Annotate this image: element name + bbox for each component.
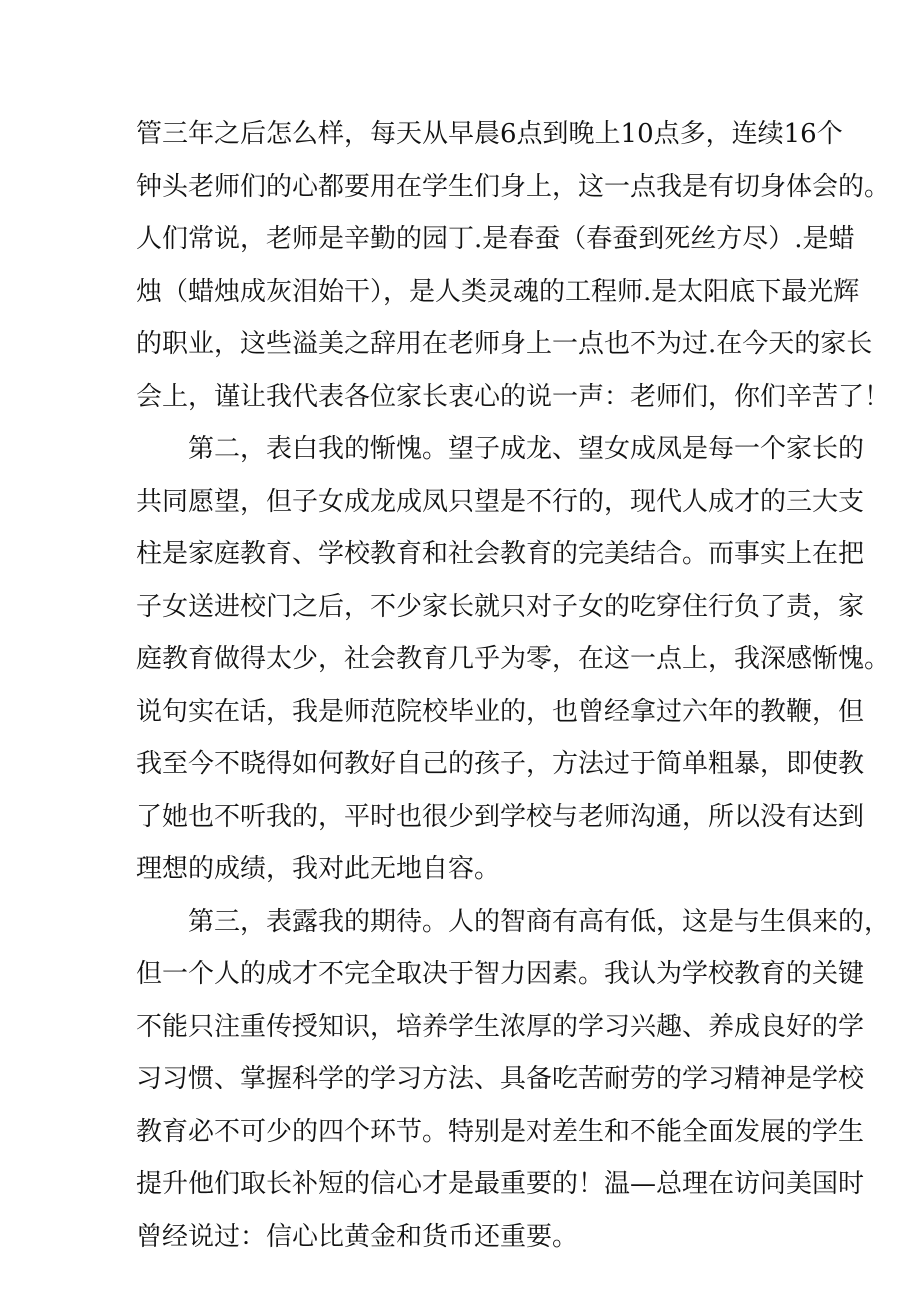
text-line: 庭教育做得太少，社会教育几乎为零，在这一点上，我深感惭愧。 bbox=[136, 644, 891, 674]
text-line: 理想的成绩，我对此无地自容。 bbox=[136, 854, 501, 884]
paragraph-start-line: 第二，表白我的惭愧。望子成龙、望女成凤是每一个家长的 bbox=[188, 434, 865, 464]
text-line: 子女送进校门之后，不少家长就只对子女的吃穿住行负了责，家 bbox=[136, 591, 865, 622]
text-line: 了她也不听我的，平时也很少到学校与老师沟通，所以没有达到 bbox=[136, 801, 865, 832]
text-line: 人们常说，老师是辛勤的园丁.是春蚕（春蚕到死丝方尽）.是蜡 bbox=[136, 224, 855, 254]
text-line: 说句实在话，我是师范院校毕业的，也曾经拿过六年的教鞭，但 bbox=[136, 696, 865, 727]
text-line: 教育必不可少的四个环节。特别是对差生和不能全面发展的学生 bbox=[136, 1116, 865, 1147]
text-line: 会上，谨让我代表各位家长衷心的说一声：老师们，你们辛苦了！ bbox=[136, 381, 891, 412]
document-body bbox=[136, 108, 891, 1263]
text-line: 柱是家庭教育、学校教育和社会教育的完美结合。而事实上在把 bbox=[136, 539, 865, 569]
text-line: 的职业，这些溢美之辞用在老师身上一点也不为过.在今天的家长 bbox=[136, 329, 873, 359]
text-line: 我至今不晓得如何教好自己的孩子，方法过于简单粗暴，即使教 bbox=[136, 749, 865, 779]
text-line: 管三年之后怎么样，每天从早晨6点到晚上10点多，连续16个 bbox=[136, 119, 843, 149]
text-line: 共同愿望，但子女成龙成凤只望是不行的，现代人成才的三大支 bbox=[136, 486, 865, 517]
paragraph-start-line: 第三，表露我的期待。人的智商有高有低，这是与生俱来的， bbox=[188, 906, 891, 937]
text-line: 钟头老师们的心都要用在学生们身上，这一点我是有切身体会的。 bbox=[136, 171, 891, 202]
text-line: 曾经说过：信心比黄金和货币还重要。 bbox=[136, 1221, 579, 1252]
text-line: 提升他们取长补短的信心才是最重要的！温—总理在访问美国时 bbox=[136, 1169, 865, 1199]
text-line: 但一个人的成才不完全取决于智力因素。我认为学校教育的关键 bbox=[136, 959, 865, 989]
text-line: 烛（蜡烛成灰泪始干），是人类灵魂的工程师.是太阳底下最光辉 bbox=[136, 276, 860, 307]
text-line: 不能只注重传授知识，培养学生浓厚的学习兴趣、养成良好的学 bbox=[136, 1011, 865, 1042]
text-line: 习习惯、掌握科学的学习方法、具备吃苦耐劳的学习精神是学校 bbox=[136, 1064, 865, 1094]
